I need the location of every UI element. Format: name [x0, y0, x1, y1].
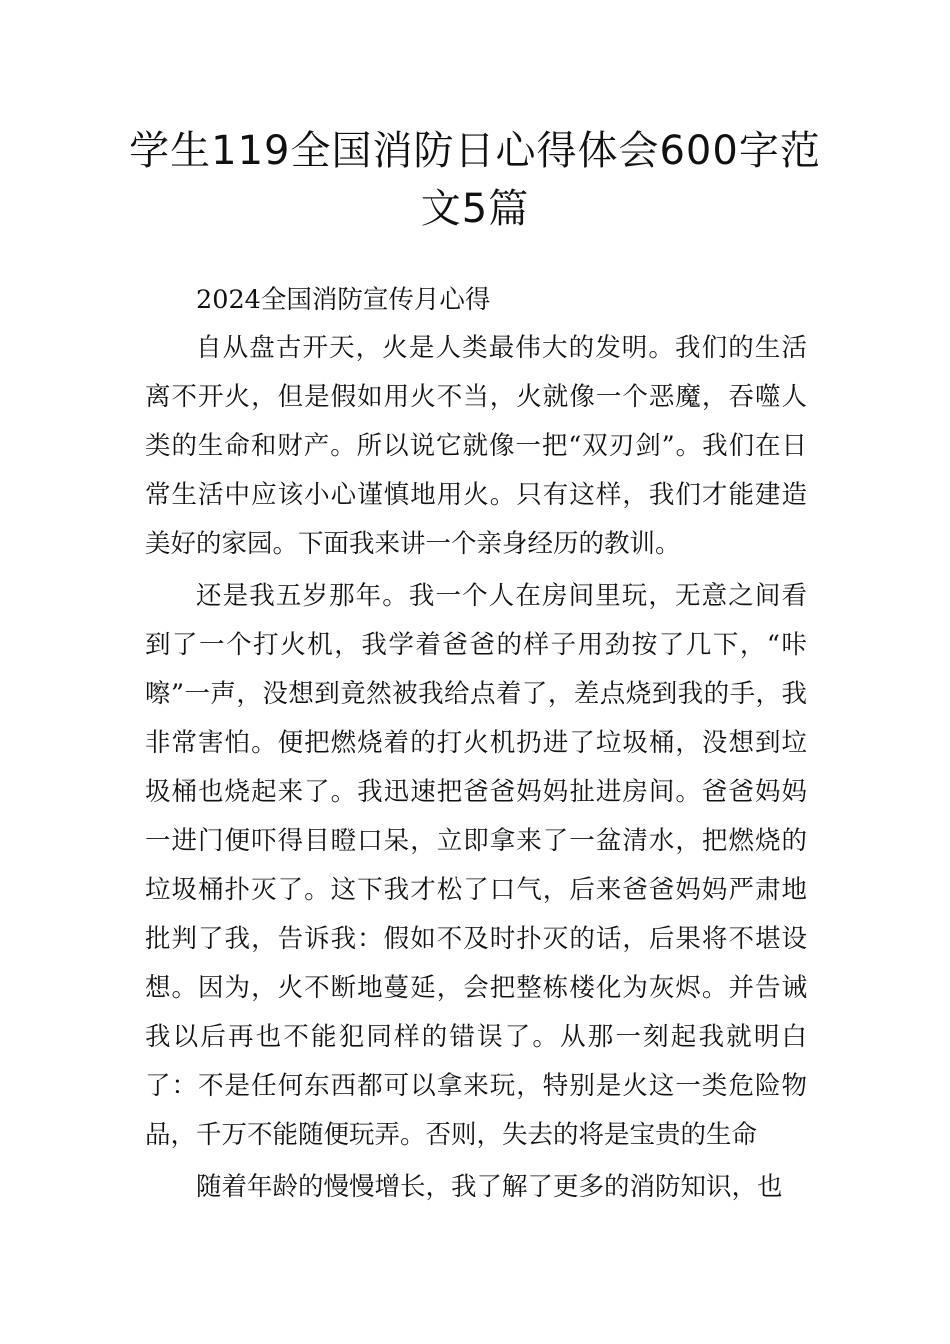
paragraph-3: 随着年龄的慢慢增长，我了解了更多的消防知识，也	[196, 1172, 783, 1202]
page-title	[80, 122, 870, 238]
section-subheading: 2024全国消防宣传月心得	[196, 285, 491, 315]
document-body	[145, 280, 807, 1215]
title-line-2: 文5篇	[420, 186, 530, 232]
title-line-1: 学生119全国消防日心得体会600字范	[129, 128, 821, 174]
paragraph-2: 还是我五岁那年。我一个人在房间里玩，无意之间看到了一个打火机，我学着爸爸的样子用劲按了几下，“咔嚓”一声，没想到竟然被我给点着了，差点烧到我的手，我非常害怕。便把燃烧着的打火机扔进了垃圾桶，没想到垃圾桶也烧起来了。我迅速把爸爸妈妈扯进房间。爸爸妈妈一进门便吓得目瞪口呆，立即拿来了一盆清水，把燃烧的垃圾桶扑灭了。这下我才松了口气，后来爸爸妈妈严肃地批判了我，告诉我：假如不及时扑灭的话，后果将不堪设想。因为，火不断地蔓延，会把整栋楼化为灰烬。并告诫我以后再也不能犯同样的错误了。从那一刻起我就明白了：不是任何东西都可以拿来玩，特别是火这一类危险物品，千万不能随便玩弄。否则，失去的将是宝贵的生命	[145, 581, 807, 1150]
paragraph-1: 自从盘古开天，火是人类最伟大的发明。我们的生活离不开火，但是假如用火不当，火就像一个恶魔，吞噬人类的生命和财产。所以说它就像一把“双刃剑”。我们在日常生活中应该小心谨慎地用火。只有这样，我们才能建造美好的家园。下面我来讲一个亲身经历的教训。	[145, 333, 807, 559]
